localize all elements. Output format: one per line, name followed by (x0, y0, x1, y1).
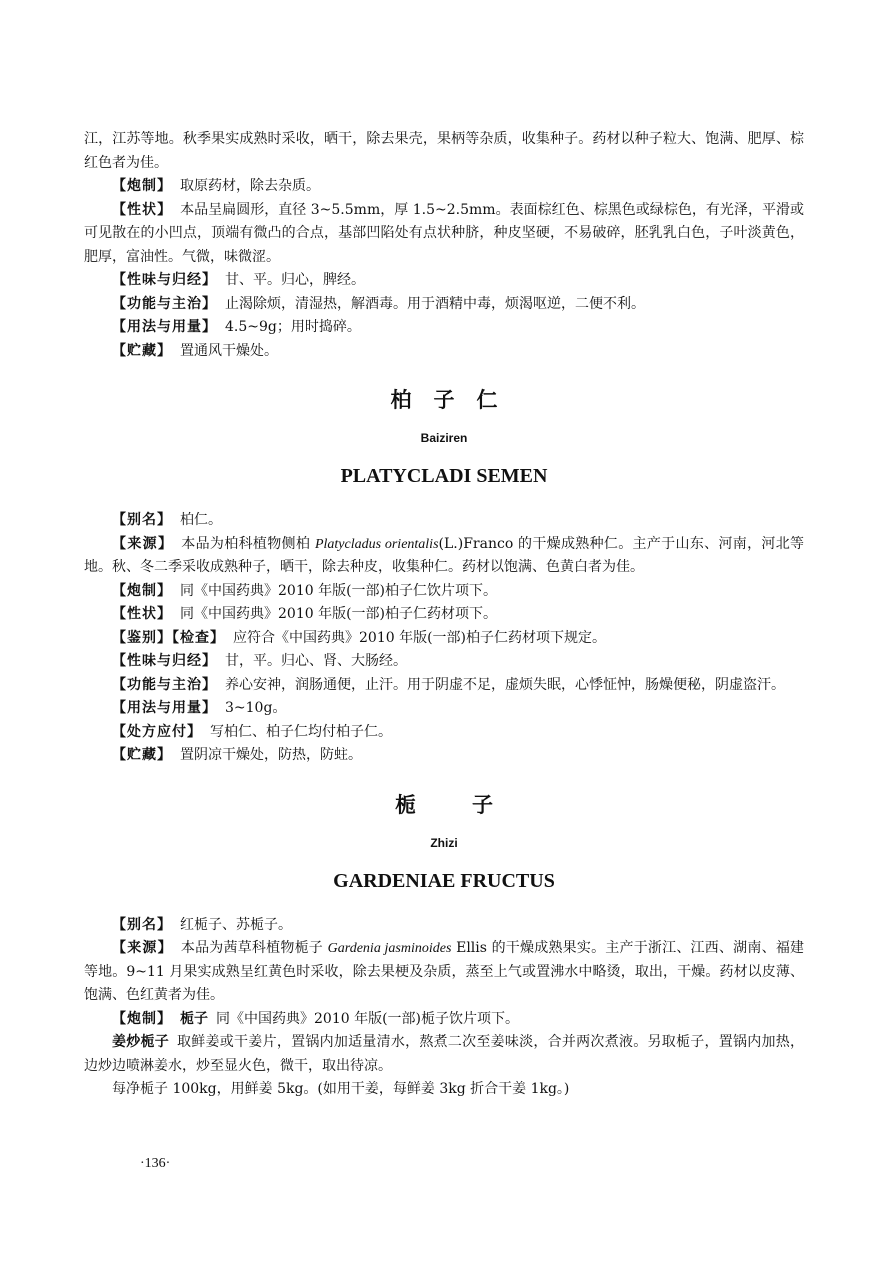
page-body (84, 128, 804, 1102)
top-zhucang: 【 贮藏 】 置通风干燥处。 (84, 340, 804, 364)
top-yongfa: 【 用法与用量 】 4.5~9g；用时捣碎。 (84, 316, 804, 340)
tag-label: 【 处方应付 】 (112, 724, 202, 740)
bzr-gongneng: 【 功能与主治 】 养心安神，润肠通便，止汗。用于阴虚不足，虚烦失眠，心悸怔忡，肠燥便秘，阴虚盗汗。 (84, 674, 804, 698)
bzr-bieming: 【 别名 】 柏仁。 (84, 509, 804, 533)
tag-label: 【 来源 】 (112, 536, 173, 552)
bzr-chufang: 【 处方应付 】 写柏仁、柏子仁均付柏子仁。 (84, 721, 804, 745)
tag-label: 【 功能与主治 】 (112, 296, 217, 312)
sub-label: 姜炒栀子 (112, 1034, 170, 1050)
tag-label: 【 炮制 】 (112, 583, 172, 599)
tag-label: 【 用法与用量 】 (112, 319, 217, 335)
tag-label: 【 性状 】 (112, 606, 172, 622)
entry-title-latin: PLATYCLADI SEMEN (340, 465, 548, 487)
entry-title-cn: 栀子 (395, 792, 549, 817)
zz-laiyuan: 【 来源 】 本品为茜草科植物栀子 Gardenia jasminoides Ellis 的干燥成熟果实。主产于浙江、江西、湖南、福建等地。9~11 月果实成熟呈红黄色时采收，除去果梗及杂质，蒸至上气或置沸水中略烫，取出，干燥。药材以皮薄、饱满、色红黄者为佳。 (84, 937, 804, 1008)
top-xingzhuang: 【 性状 】 本品呈扁圆形，直径 3~5.5mm，厚 1.5~2.5mm。表面棕红色、棕黑色或绿棕色，有光泽，平滑或可见散在的小凹点，顶端有微凸的合点，基部凹陷处有点状种脐，种皮坚硬，不易破碎，胚乳乳白色，子叶淡黄色，肥厚，富油性。气微，味微涩。 (84, 199, 804, 270)
bzr-laiyuan: 【 来源 】 本品为柏科植物侧柏 Platycladus orientalis(L.)Franco 的干燥成熟种仁。主产于山东、河南，河北等地。秋、冬二季采收成熟种子，晒干，除去种皮，收集种仁。药材以饱满、色黄白者为佳。 (84, 533, 804, 580)
tag-label: 【 性味与归经 】 (112, 272, 217, 288)
tag-label: 【 炮制 】 (112, 178, 172, 194)
entry-title-cn: 柏子仁 (390, 388, 520, 412)
sub-label: 栀子 (180, 1010, 208, 1027)
tag-label: 【 性状 】 (112, 202, 172, 218)
entry-title-pinyin: Baiziren (420, 431, 468, 445)
top-paozhi: 【 炮制 】 取原药材，除去杂质。 (84, 175, 804, 199)
zz-jiangchao: 姜炒栀子 取鲜姜或干姜片，置锅内加适量清水，熬煮二次至姜味淡，合并两次煮液。另取栀子，置锅内加热，边炒边喷淋姜水，炒至显火色，微干，取出待凉。 (84, 1034, 805, 1074)
tag-label: 【 功能与主治 】 (112, 677, 217, 693)
latin-name: Platycladus orientalis (314, 536, 439, 552)
bzr-paozhi: 【 炮制 】 同《中国药典》2010 年版(一部)柏子仁饮片项下。 (84, 580, 804, 604)
entry-title-pinyin: Zhizi (430, 835, 458, 850)
latin-name: Gardenia jasminoides (327, 941, 452, 956)
tag-label: 【 贮藏 】 (112, 343, 172, 359)
tag-label: 【 贮藏 】 (112, 747, 172, 763)
tag-label: 【 用法与用量 】 (112, 700, 217, 716)
bzr-xingwei: 【 性味与归经 】 甘，平。归心、肾、大肠经。 (84, 650, 804, 674)
top-xingwei: 【 性味与归经 】 甘、平。归心，脾经。 (84, 269, 804, 293)
bzr-xingzhuang: 【 性状 】 同《中国药典》2010 年版(一部)柏子仁药材项下。 (84, 603, 804, 627)
zz-meijing: 每净栀子 100kg，用鲜姜 5kg。(如用干姜，每鲜姜 3kg 折合干姜 1kg。) (112, 1081, 570, 1097)
tag-label: 【 性味与归经 】 (112, 653, 217, 669)
bzr-yongfa: 【 用法与用量 】 3~10g。 (84, 697, 804, 721)
tag-label: 【 来源 】 (112, 940, 173, 956)
tag-label: 【 别名 】 (112, 512, 172, 528)
bzr-jianbie: 【 鉴别】【检查 】 应符合《中国药典》2010 年版(一部)柏子仁药材项下规定。 (84, 627, 804, 651)
top-gongneng: 【 功能与主治 】 止渴除烦，清湿热，解酒毒。用于酒精中毒，烦渴呕逆，二便不利。 (84, 293, 804, 317)
tag-label: 【 鉴别】【检查 】 (112, 630, 225, 646)
page-number: ·136· (140, 1156, 171, 1171)
bzr-zhucang: 【 贮藏 】 置阴凉干燥处，防热，防蛀。 (84, 744, 804, 768)
zz-bieming: 【 别名 】 红栀子、苏栀子。 (84, 914, 804, 938)
tag-label: 【 炮制 】 (112, 1011, 172, 1027)
top-continuation: 江，江苏等地。秋季果实成熟时采收，晒干，除去果壳，果柄等杂质，收集种子。药材以种子粒大、饱满、肥厚、棕红色者为佳。 (84, 131, 804, 171)
tag-label: 【 别名 】 (112, 917, 172, 933)
zz-paozhi: 【 炮制 】 栀子 同《中国药典》2010 年版(一部)栀子饮片项下。 (84, 1008, 804, 1032)
entry-title-latin: GARDENIAE FRUCTUS (333, 869, 555, 892)
